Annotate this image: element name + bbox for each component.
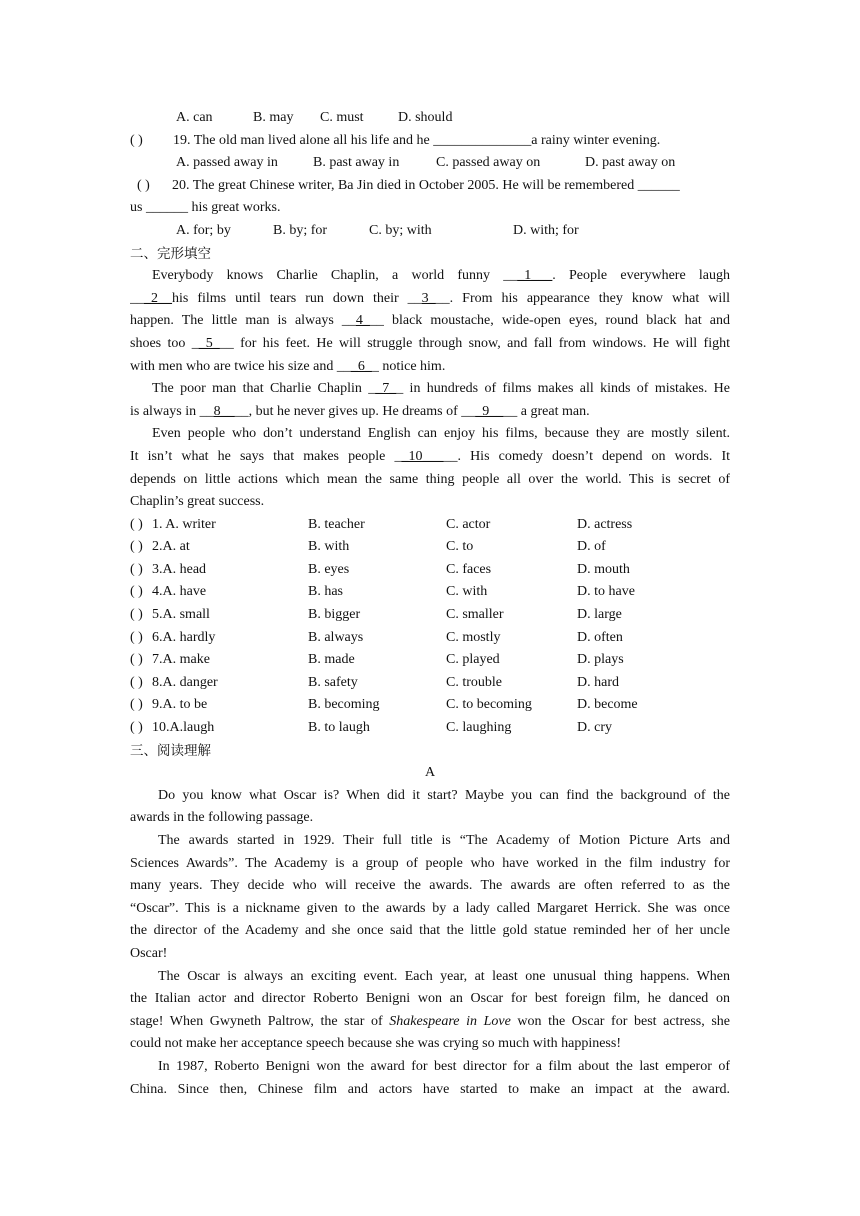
worksheet-content [130, 107, 730, 1101]
option-c: C. played [446, 652, 500, 668]
option-a: A. can [176, 110, 213, 125]
passage-line: In 1987, Roberto Benigni won the award for best director for a film about the last emperor of [158, 1058, 730, 1074]
question-number-option-a: 6.A. hardly [152, 629, 216, 645]
cloze-text: __ [130, 290, 144, 306]
passage-line: the Italian actor and director Roberto Benigni won an Oscar for best foreign film, he danced on [130, 991, 730, 1007]
option-d: D. past away on [585, 155, 676, 171]
option-d: D. hard [577, 674, 619, 690]
cloze-text: _ notice him. [371, 358, 446, 374]
option-d: D. to have [577, 584, 635, 600]
answer-paren: ( ) [130, 674, 143, 690]
option-c: C. mostly [446, 629, 501, 645]
option-d: D. mouth [577, 561, 630, 577]
question-number-option-a: 4.A. have [152, 584, 207, 600]
passage-line: The awards started in 1929. Their full title is “The Academy of Motion Picture Arts and [158, 833, 730, 848]
answer-paren: ( ) [130, 652, 143, 668]
option-b: B. by; for [273, 222, 328, 238]
cloze-line [130, 265, 730, 288]
answer-paren: ( ) [130, 561, 143, 577]
option-b: B. eyes [308, 561, 350, 577]
option-b: B. to laugh [308, 720, 370, 736]
option-b: B. teacher [308, 516, 365, 532]
option-c: C. laughing [446, 720, 512, 736]
option-c: C. actor [446, 516, 491, 532]
answer-paren: ( ) [130, 132, 143, 148]
answer-paren: ( ) [130, 584, 143, 600]
option-d: D. large [577, 607, 622, 623]
passage-line: awards in the following passage. [130, 810, 314, 826]
question-number-option-a: 1. A. writer [152, 516, 216, 532]
cloze-text: with men who are twice his size and __ [130, 358, 351, 374]
cloze-line [130, 423, 730, 446]
cloze-questions [130, 514, 730, 740]
q19-options [130, 152, 730, 175]
cloze-line [130, 356, 730, 379]
option-c: C. trouble [446, 674, 502, 690]
question-number-option-a: 3.A. head [152, 561, 207, 577]
cloze-text: Everybody knows Charlie Chaplin, a world funny __ [152, 268, 518, 284]
cloze-text: __ for his feet. He will struggle through snow, and fall from windows. He will fight [219, 335, 730, 351]
option-c: C. faces [446, 561, 492, 577]
cloze-line [130, 378, 730, 401]
question-text: 19. The old man lived alone all his life and he ______________a rainy winter evening. [173, 132, 661, 148]
option-b: B. has [308, 584, 343, 600]
cloze-line [130, 491, 730, 514]
passage-line: China. Since then, Chinese film and actors have started to make an impact at the award. [130, 1081, 730, 1097]
cloze-line [130, 310, 730, 333]
cloze-question-row [130, 514, 730, 537]
answer-paren: ( ) [130, 720, 143, 736]
blank-number: _6_ [350, 358, 372, 374]
cloze-line [130, 401, 730, 424]
option-c: C. with [446, 584, 488, 600]
passage-line: “Oscar”. This is a nickname given to the awards by a lady called Margaret Herrick. She was once [130, 900, 730, 916]
answer-paren: ( ) [130, 629, 143, 645]
passage-line: Oscar! [130, 945, 168, 961]
cloze-question-row [130, 581, 730, 604]
question-number-option-a: 9.A. to be [152, 697, 208, 713]
q19-stem [130, 130, 730, 153]
blank-number: 3_ [421, 290, 436, 306]
passage-label: A [424, 765, 436, 781]
question-number-option-a: 5.A. small [152, 607, 210, 623]
blank-number: _7_ [375, 381, 397, 397]
cloze-text: __. From his appearance they know what will [435, 290, 730, 306]
passage-line: Sciences Awards”. The Academy is a group of people who have worked in the film industry for [130, 855, 730, 871]
passage-line: Do you know what Oscar is? When did it start? Maybe you can find the background of the [158, 787, 730, 803]
cloze-text: __, but he never gives up. He dreams of __ [234, 403, 476, 419]
q20-stem-line1 [130, 175, 730, 198]
film-title: Shakespeare in Love [389, 1013, 511, 1029]
option-c: C. passed away on [436, 155, 541, 171]
cloze-text: his films until tears run down their __ [172, 290, 422, 306]
cloze-text: happen. The little man is always __ [130, 313, 356, 329]
option-d: D. actress [577, 516, 633, 532]
option-b: B. may [253, 110, 294, 125]
blank-number: _5_ [198, 335, 220, 351]
option-b: B. becoming [308, 697, 380, 713]
cloze-text: shoes too _ [130, 335, 199, 351]
cloze-text: Chaplin’s great success. [130, 494, 265, 510]
option-b: B. safety [308, 674, 358, 690]
cloze-question-row [130, 627, 730, 650]
question-text-cont: us ______ his great works. [130, 200, 281, 216]
blank-number: _10___ [401, 448, 444, 464]
blank-number: _9__ [475, 403, 504, 419]
answer-paren: ( ) [130, 516, 143, 532]
cloze-text: The poor man that Charlie Chaplin _ [152, 381, 376, 397]
cloze-text: is always in __ [130, 403, 214, 419]
question-number-option-a: 7.A. make [152, 652, 210, 668]
option-d: D. cry [577, 720, 612, 736]
option-d: D. become [577, 697, 638, 713]
option-d: D. often [577, 629, 623, 645]
cloze-question-row [130, 649, 730, 672]
question-text: 20. The great Chinese writer, Ba Jin died in October 2005. He will be remembered ______ [172, 177, 680, 193]
option-d: D. of [577, 539, 606, 555]
cloze-question-row [130, 717, 730, 740]
answer-paren: ( ) [137, 177, 150, 193]
cloze-question-row [130, 604, 730, 627]
option-c: C. by; with [369, 222, 432, 238]
cloze-text: depends on little actions which mean the same thing people all over the world. This is secret of [130, 471, 730, 487]
cloze-text: _ in hundreds of films makes all kinds of mistakes. He [396, 381, 730, 397]
option-c: C. to [446, 539, 474, 555]
passage-text: stage! When Gwyneth Paltrow, the star of [130, 1013, 390, 1029]
passage-line: the director of the Academy and she once said that the little gold statue reminded her of her uncle [130, 923, 730, 939]
answer-paren: ( ) [130, 607, 143, 623]
option-d: D. with; for [513, 222, 579, 238]
question-number-option-a: 8.A. danger [152, 674, 218, 690]
option-b: B. bigger [308, 607, 361, 623]
question-number-option-a: 2.A. at [152, 539, 190, 555]
passage-line: many years. They decide who will receive the awards. The awards are often referred to as the [130, 878, 730, 894]
answer-paren: ( ) [130, 697, 143, 713]
cloze-text: __ black moustache, wide-open eyes, round black hat and [369, 313, 730, 329]
cloze-line [130, 469, 730, 492]
passage-text: won the Oscar for best actress, she [510, 1013, 730, 1029]
cloze-text: __ a great man. [503, 403, 590, 419]
question-number-option-a: 10.A.laugh [152, 720, 215, 736]
cloze-text: It isn’t what he says that makes people _ [130, 448, 402, 464]
option-a: A. for; by [176, 222, 231, 238]
option-b: B. with [308, 539, 350, 555]
option-c: C. must [320, 110, 364, 125]
q20-options [130, 220, 730, 243]
option-c: C. to becoming [446, 697, 532, 713]
option-c: C. smaller [446, 607, 504, 623]
answer-paren: ( ) [130, 539, 143, 555]
cloze-line [130, 333, 730, 356]
cloze-text: __. His comedy doesn’t depend on words. It [443, 448, 730, 464]
option-b: B. always [308, 629, 364, 645]
blank-number: _1___ [517, 268, 553, 284]
cloze-text: . People everywhere laugh [552, 268, 730, 284]
cloze-question-row [130, 694, 730, 717]
cloze-passage [130, 265, 730, 514]
passage-line: The Oscar is always an exciting event. Each year, at least one unusual thing happens. When [158, 968, 730, 984]
section-heading-cloze: 二、完形填空 [130, 245, 211, 262]
blank-number: 4_ [355, 313, 370, 329]
cloze-line [130, 446, 730, 469]
section-heading-reading: 三、阅读理解 [130, 742, 211, 759]
cloze-question-row [130, 672, 730, 695]
option-b: B. past away in [313, 155, 400, 171]
option-d: D. should [398, 110, 453, 125]
cloze-question-row [130, 536, 730, 559]
cloze-question-row [130, 559, 730, 582]
option-a: A. passed away in [176, 155, 278, 171]
cloze-text: Even people who don’t understand English can enjoy his films, because they are mostly silent. [152, 426, 730, 442]
option-d: D. plays [577, 652, 624, 668]
blank-number: _2__ [144, 290, 172, 306]
passage-line [130, 1011, 730, 1034]
cloze-line [130, 288, 730, 311]
option-b: B. made [308, 652, 355, 668]
blank-number: 8__ [213, 403, 235, 419]
passage-line: could not make her acceptance speech because she was crying so much with happiness! [130, 1036, 621, 1052]
q18-options [130, 107, 730, 130]
q20-stem-line2 [130, 197, 730, 220]
